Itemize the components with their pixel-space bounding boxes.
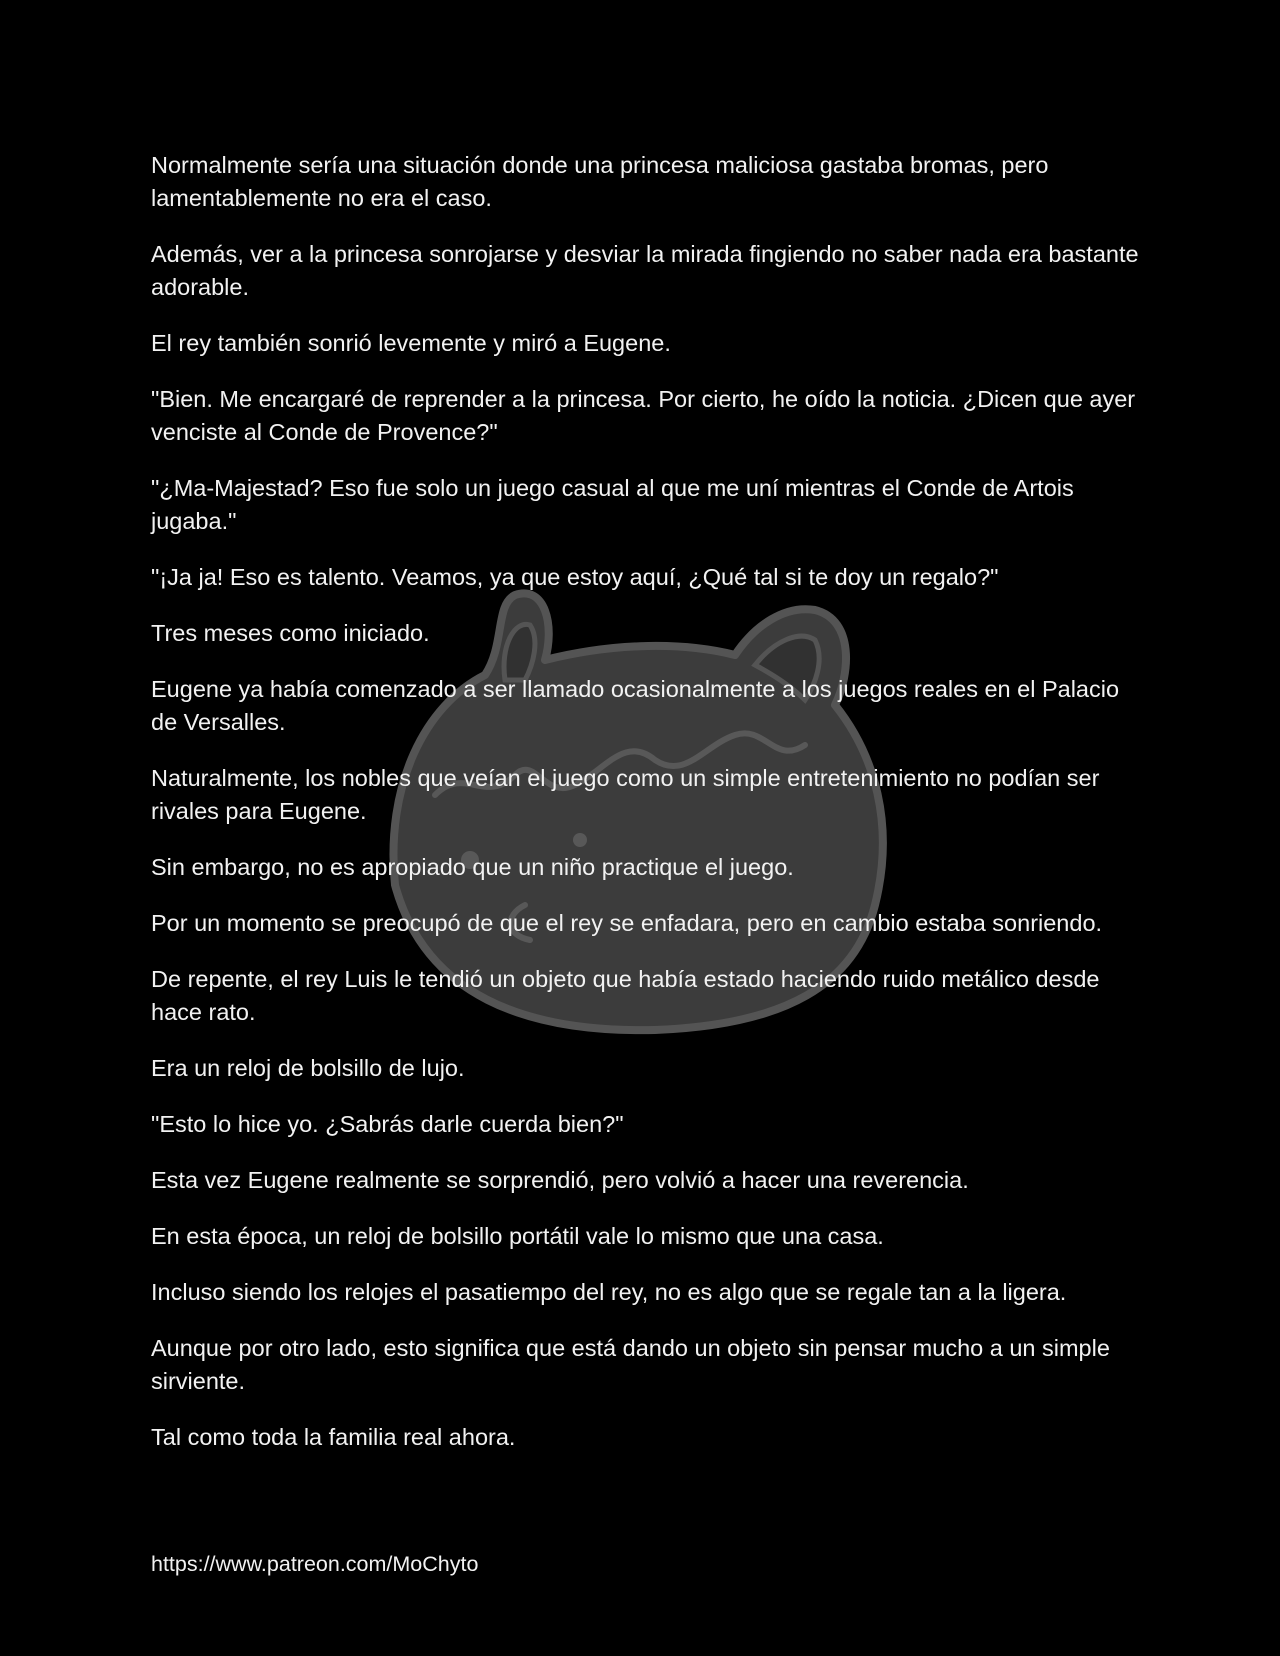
paragraph: De repente, el rey Luis le tendió un objeto que había estado haciendo ruido metálico desde hace rato. xyxy=(151,966,1100,1025)
paragraph: Sin embargo, no es apropiado que un niño practique el juego. xyxy=(151,854,794,880)
paragraph: Aunque por otro lado, esto significa que está dando un objeto sin pensar mucho a un simple sirviente. xyxy=(151,1335,1110,1394)
paragraph: Normalmente sería una situación donde una princesa maliciosa gastaba bromas, pero lamentablemente no era el caso. xyxy=(151,152,1049,211)
paragraph: "Esto lo hice yo. ¿Sabrás darle cuerda bien?" xyxy=(151,1111,624,1137)
patreon-link[interactable]: https://www.patreon.com/MoChyto xyxy=(151,1552,479,1576)
paragraph: Además, ver a la princesa sonrojarse y desviar la mirada fingiendo no saber nada era bastante adorable. xyxy=(151,241,1139,300)
paragraph: "¡Ja ja! Eso es talento. Veamos, ya que estoy aquí, ¿Qué tal si te doy un regalo?" xyxy=(151,564,999,590)
paragraph: Por un momento se preocupó de que el rey se enfadara, pero en cambio estaba sonriendo. xyxy=(151,910,1103,936)
paragraph: Naturalmente, los nobles que veían el juego como un simple entretenimiento no podían ser rivales para Eugene. xyxy=(151,765,1100,824)
paragraph: "¿Ma-Majestad? Eso fue solo un juego casual al que me uní mientras el Conde de Artois jugaba." xyxy=(151,475,1074,534)
paragraph: Era un reloj de bolsillo de lujo. xyxy=(151,1055,465,1081)
paragraph: En esta época, un reloj de bolsillo portátil vale lo mismo que una casa. xyxy=(151,1223,884,1249)
paragraph: Tres meses como iniciado. xyxy=(151,620,430,646)
paragraph: Eugene ya había comenzado a ser llamado ocasionalmente a los juegos reales en el Palacio de Versalles. xyxy=(151,676,1120,735)
paragraph: "Bien. Me encargaré de reprender a la princesa. Por cierto, he oído la noticia. ¿Dicen que ayer venciste al Conde de Provence?" xyxy=(151,386,1136,445)
paragraph: El rey también sonrió levemente y miró a Eugene. xyxy=(151,330,671,356)
paragraph: Incluso siendo los relojes el pasatiempo del rey, no es algo que se regale tan a la ligera. xyxy=(151,1279,1067,1305)
paragraph: Esta vez Eugene realmente se sorprendió, pero volvió a hacer una reverencia. xyxy=(151,1167,969,1193)
document-body xyxy=(151,149,1141,1477)
paragraph: Tal como toda la familia real ahora. xyxy=(151,1424,516,1450)
